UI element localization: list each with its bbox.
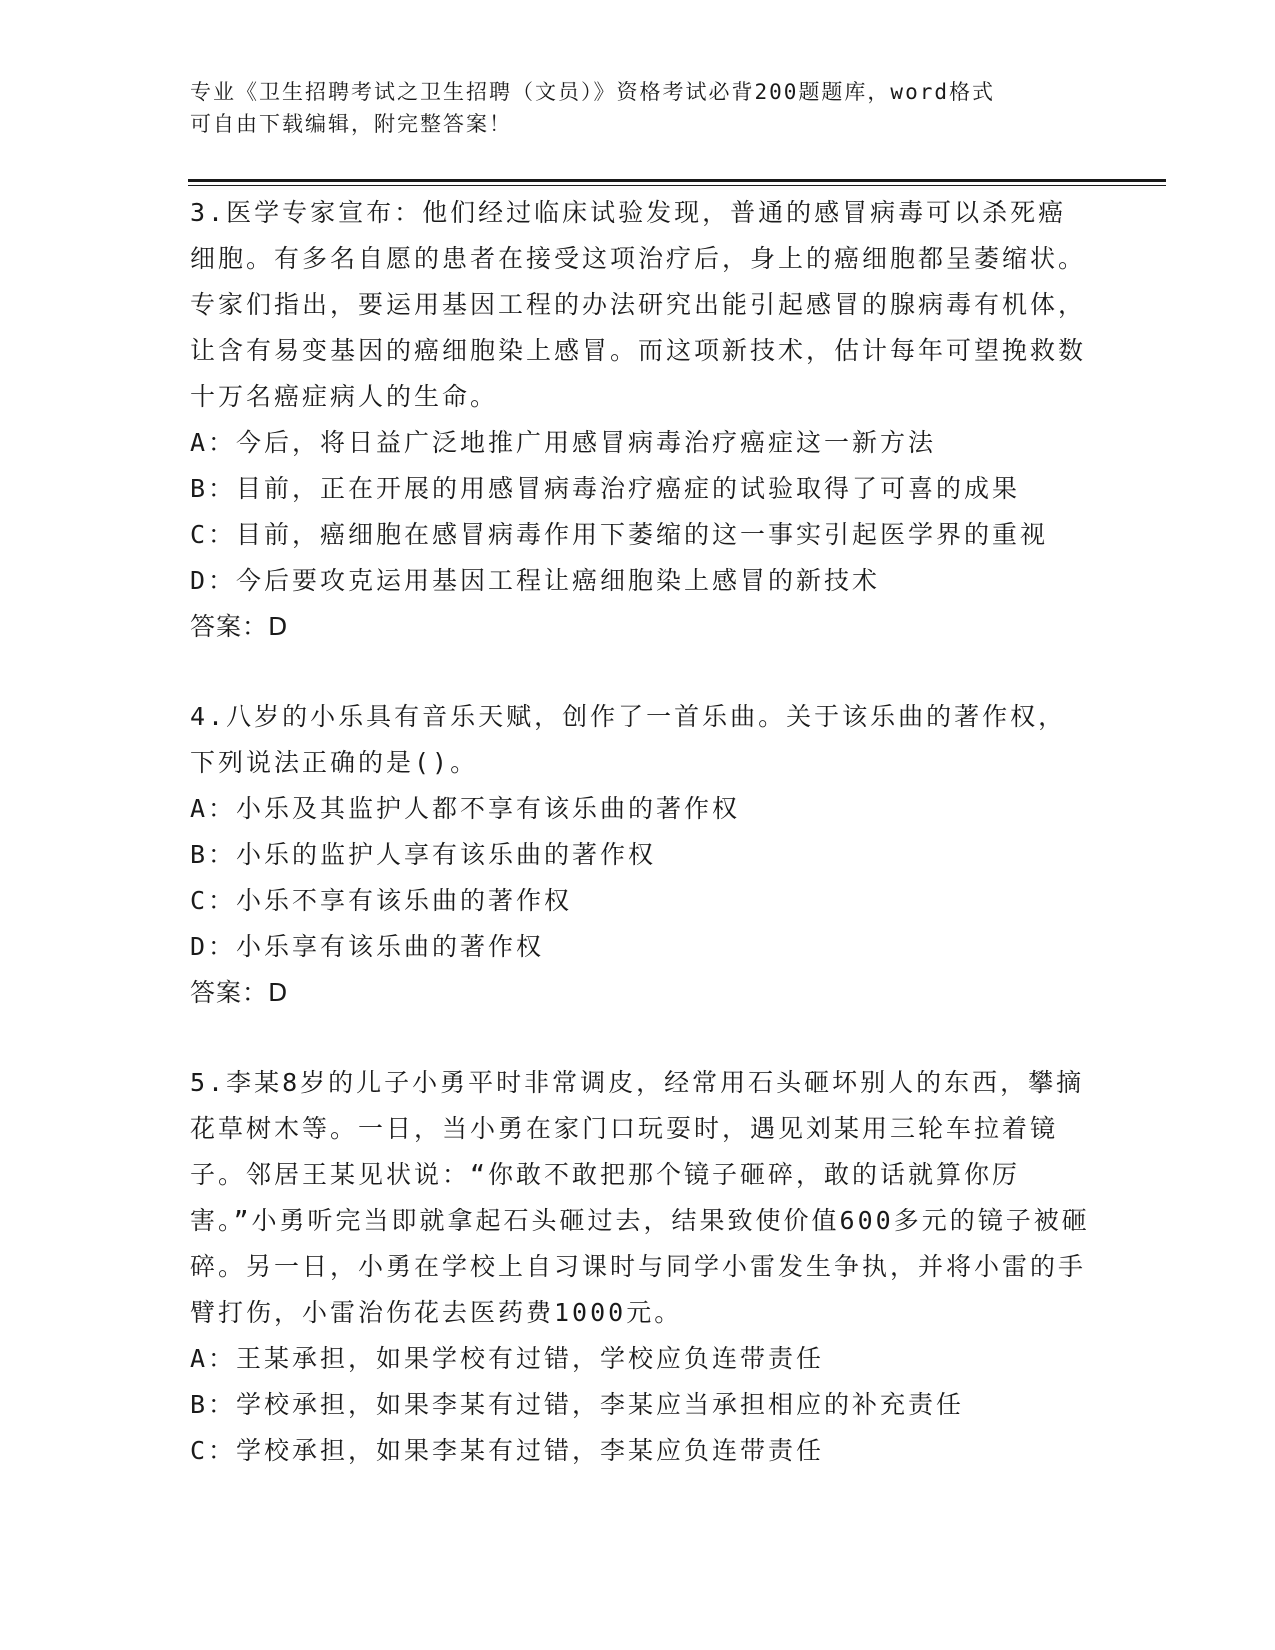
option-d: D：今后要攻克运用基因工程让癌细胞染上感冒的新技术 xyxy=(190,566,881,595)
header-divider-thin xyxy=(188,185,1166,186)
question-list xyxy=(190,190,1090,1474)
option-c: C：目前，癌细胞在感冒病毒作用下萎缩的这一事实引起医学界的重视 xyxy=(190,520,1049,549)
option-a: A：小乐及其监护人都不享有该乐曲的著作权 xyxy=(190,794,741,823)
answer: 答案：D xyxy=(190,612,289,641)
question-3 xyxy=(190,190,1090,650)
option-c: C：学校承担，如果李某有过错，李某应负连带责任 xyxy=(190,1436,825,1465)
question-stem: 3.医学专家宣布：他们经过临床试验发现，普通的感冒病毒可以杀死癌细胞。有多名自愿的患者在接受这项治疗后，身上的癌细胞都呈萎缩状。专家们指出，要运用基因工程的办法研究出能引起感冒的腺病毒有机体，让含有易变基因的癌细胞染上感冒。而这项新技术，估计每年可望挽救数十万名癌症病人的生命。 xyxy=(190,198,1087,411)
option-a: A：王某承担，如果学校有过错，学校应负连带责任 xyxy=(190,1344,825,1373)
header-line-1: 专业《卫生招聘考试之卫生招聘（文员）》资格考试必背200题题库，word格式 xyxy=(190,80,995,104)
header-divider-thick xyxy=(188,179,1166,182)
option-a: A：今后，将日益广泛地推广用感冒病毒治疗癌症这一新方法 xyxy=(190,428,937,457)
option-b: B：学校承担，如果李某有过错，李某应当承担相应的补充责任 xyxy=(190,1390,965,1419)
option-b: B：小乐的监护人享有该乐曲的著作权 xyxy=(190,840,657,869)
question-5 xyxy=(190,1060,1090,1474)
option-b: B：目前，正在开展的用感冒病毒治疗癌症的试验取得了可喜的成果 xyxy=(190,474,1021,503)
question-stem: 5.李某8岁的儿子小勇平时非常调皮，经常用石头砸坏别人的东西，攀摘花草树木等。一日，当小勇在家门口玩耍时，遇见刘某用三轮车拉着镜子。邻居王某见状说：“你敢不敢把那个镜子砸碎，敢的话就算你厉害。”小勇听完当即就拿起石头砸过去，结果致使价值600多元的镜子被砸碎。另一日，小勇在学校上自习课时与同学小雷发生争执，并将小雷的手臂打伤，小雷治伤花去医药费1000元。 xyxy=(190,1068,1090,1327)
option-c: C：小乐不享有该乐曲的著作权 xyxy=(190,886,573,915)
header-line-2: 可自由下载编辑，附完整答案！ xyxy=(190,112,512,136)
answer: 答案：D xyxy=(190,978,289,1007)
question-4 xyxy=(190,694,1090,1016)
document-header xyxy=(190,76,1080,140)
option-d: D：小乐享有该乐曲的著作权 xyxy=(190,932,545,961)
question-stem: 4.八岁的小乐具有音乐天赋，创作了一首乐曲。关于该乐曲的著作权，下列说法正确的是()。 xyxy=(190,702,1067,777)
